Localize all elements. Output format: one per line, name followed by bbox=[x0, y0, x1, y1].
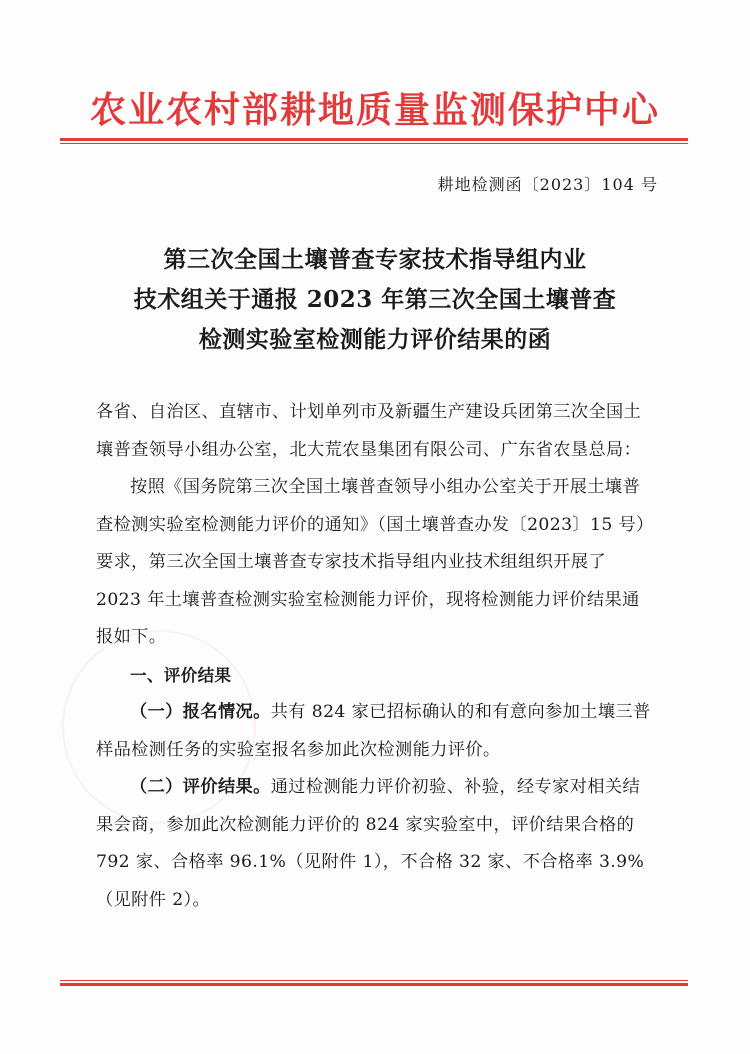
item-registration bbox=[96, 694, 656, 769]
letterhead-divider-thick bbox=[60, 138, 688, 141]
item-registration-label: （一）报名情况。 bbox=[130, 702, 271, 722]
item-results-text: 通过检测能力评价初验、补验，经专家对相关结果会商，参加此次检测能力评价的 824 家实验室中，评价结果合格的 792 家、合格率 96.1%（见附件 1），不合格 32 家、不合格率 3.9%（见附件 2）。 bbox=[96, 777, 645, 910]
intro-paragraph: 按照《国务院第三次全国土壤普查领导小组办公室关于开展土壤普查检测实验室检测能力评价的通知》（国土壤普查办发〔2023〕15 号）要求，第三次全国土壤普查专家技术指导组内业技术组组织开展了 2023 年土壤普查检测实验室检测能力评价，现将检测能力评价结果通报如下。 bbox=[96, 477, 654, 647]
document-number: 耕地检测函〔2023〕104 号 bbox=[437, 175, 658, 194]
agency-letterhead: 农业农村部耕地质量监测保护中心 bbox=[89, 89, 660, 131]
addressee-paragraph: 各省、自治区、直辖市、计划单列市及新疆生产建设兵团第三次全国土壤普查领导小组办公室，北大荒农垦集团有限公司、广东省农垦总局： bbox=[96, 402, 642, 460]
document-body bbox=[96, 394, 656, 919]
footer-divider-thin bbox=[60, 980, 688, 981]
letterhead-divider-thin bbox=[60, 143, 688, 144]
title-line: 第三次全国土壤普查专家技术指导组内业 bbox=[163, 246, 587, 273]
document-title bbox=[0, 240, 750, 360]
section-heading: 一、评价结果 bbox=[130, 665, 232, 685]
footer-divider-thick bbox=[60, 983, 688, 986]
title-line: 检测实验室检测能力评价结果的函 bbox=[198, 326, 552, 353]
title-line: 技术组关于通报 2023 年第三次全国土壤普查 bbox=[133, 286, 617, 313]
item-registration-text: 共有 824 家已招标确认的和有意向参加土壤三普样品检测任务的实验室报名参加此次检测能力评价。 bbox=[96, 702, 651, 760]
item-results bbox=[96, 769, 656, 919]
item-results-label: （二）评价结果。 bbox=[130, 777, 271, 797]
